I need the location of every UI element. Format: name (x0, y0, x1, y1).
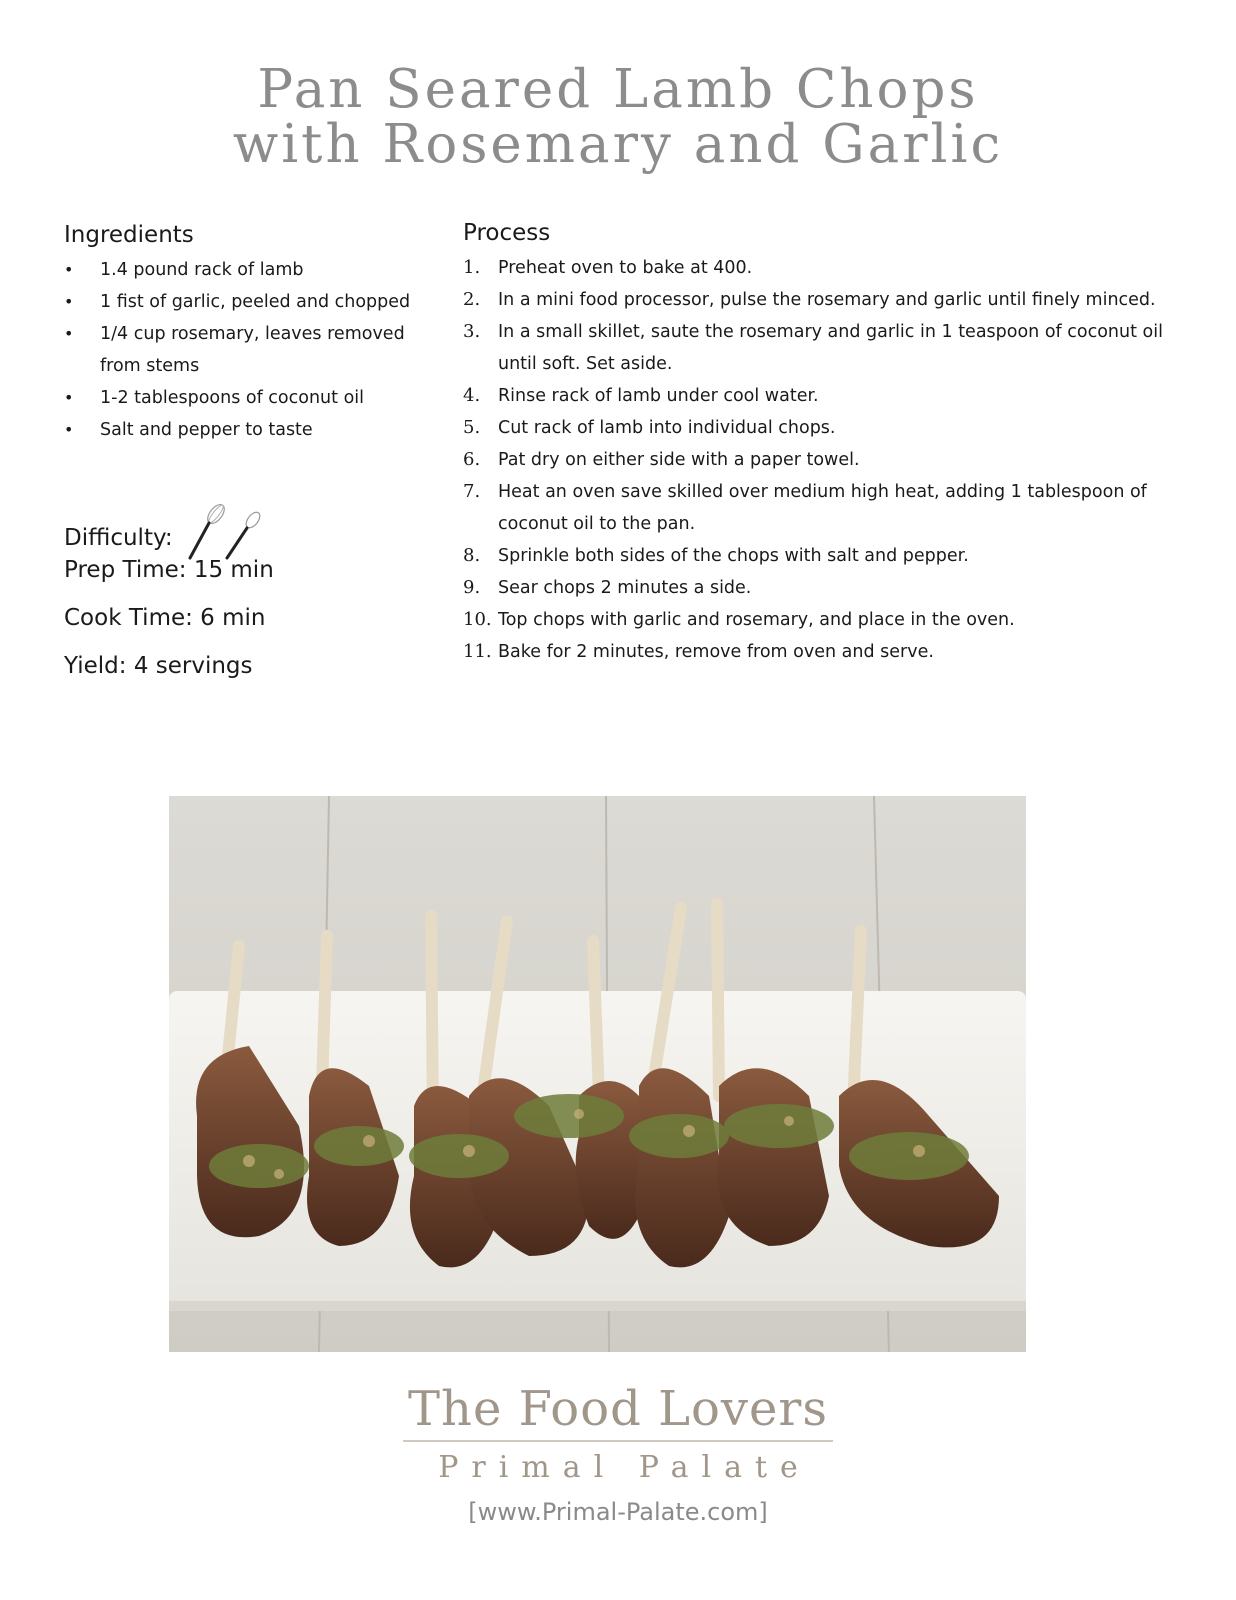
step-text: Cut rack of lamb into individual chops. (498, 418, 836, 438)
step-text: In a small skillet, saute the rosemary and garlic in 1 teaspoon of coconut oil until soft. Set aside. (498, 322, 1163, 374)
ingredients-heading: Ingredients (64, 222, 194, 248)
process-step (463, 284, 1183, 316)
difficulty-row (64, 502, 444, 550)
ingredients-section (64, 222, 454, 446)
step-number: 9. (463, 577, 481, 598)
ingredient-item: • 1/4 cup rosemary, leaves removed from stems (64, 318, 454, 382)
ingredients-list (64, 254, 454, 446)
step-text: Top chops with garlic and rosemary, and place in the oven. (498, 610, 1015, 630)
step-number: 5. (463, 417, 481, 438)
ingredient-item: • Salt and pepper to taste (64, 414, 454, 446)
step-text: Pat dry on either side with a paper towel. (498, 450, 860, 470)
step-text: In a mini food processor, pulse the rosemary and garlic until finely minced. (498, 290, 1156, 310)
ingredient-item: • 1 fist of garlic, peeled and chopped (64, 286, 454, 318)
process-step (463, 604, 1183, 636)
cook-time: Cook Time: 6 min (64, 605, 266, 631)
brand-footer (0, 1380, 1236, 1532)
recipe-meta (64, 502, 444, 694)
ingredient-item: • 1.4 pound rack of lamb (64, 254, 454, 286)
brand-logo-sub: Primal Palate (438, 1450, 811, 1485)
process-step (463, 572, 1183, 604)
step-number: 11. (463, 641, 492, 662)
prep-time: Prep Time: 15 min (64, 557, 274, 583)
step-number: 7. (463, 481, 481, 502)
process-step (463, 636, 1183, 668)
brand-logo-main: The Food Lovers (408, 1381, 828, 1437)
step-text: Heat an oven save skilled over medium high heat, adding 1 tablespoon of coconut oil to the pan. (498, 482, 1147, 534)
step-number: 2. (463, 289, 481, 310)
brand-divider (403, 1440, 833, 1442)
lamb-chops-photo (169, 796, 1026, 1352)
brand-url: [www.Primal-Palate.com] (468, 1498, 768, 1526)
yield: Yield: 4 servings (64, 653, 253, 679)
process-steps (463, 252, 1183, 668)
step-number: 10. (463, 609, 492, 630)
step-text: Bake for 2 minutes, remove from oven and serve. (498, 642, 934, 662)
process-step (463, 476, 1183, 540)
step-number: 8. (463, 545, 481, 566)
step-text: Sear chops 2 minutes a side. (498, 578, 752, 598)
step-number: 1. (463, 257, 481, 278)
process-step (463, 380, 1183, 412)
step-number: 3. (463, 321, 481, 342)
recipe-title (0, 59, 1236, 175)
ingredient-item: • 1-2 tablespoons of coconut oil (64, 382, 454, 414)
process-step (463, 252, 1183, 284)
process-heading: Process (463, 220, 551, 246)
process-step (463, 444, 1183, 476)
process-step (463, 412, 1183, 444)
process-step (463, 316, 1183, 380)
difficulty-label: Difficulty: (64, 525, 173, 551)
step-number: 4. (463, 385, 481, 406)
recipe-title-line-2: with Rosemary and Garlic (232, 114, 1004, 175)
step-text: Rinse rack of lamb under cool water. (498, 386, 819, 406)
recipe-title-line-1: Pan Seared Lamb Chops (257, 59, 979, 120)
process-step (463, 540, 1183, 572)
process-section (463, 220, 1183, 668)
step-text: Sprinkle both sides of the chops with salt and pepper. (498, 546, 969, 566)
step-number: 6. (463, 449, 481, 470)
step-text: Preheat oven to bake at 400. (498, 258, 753, 278)
